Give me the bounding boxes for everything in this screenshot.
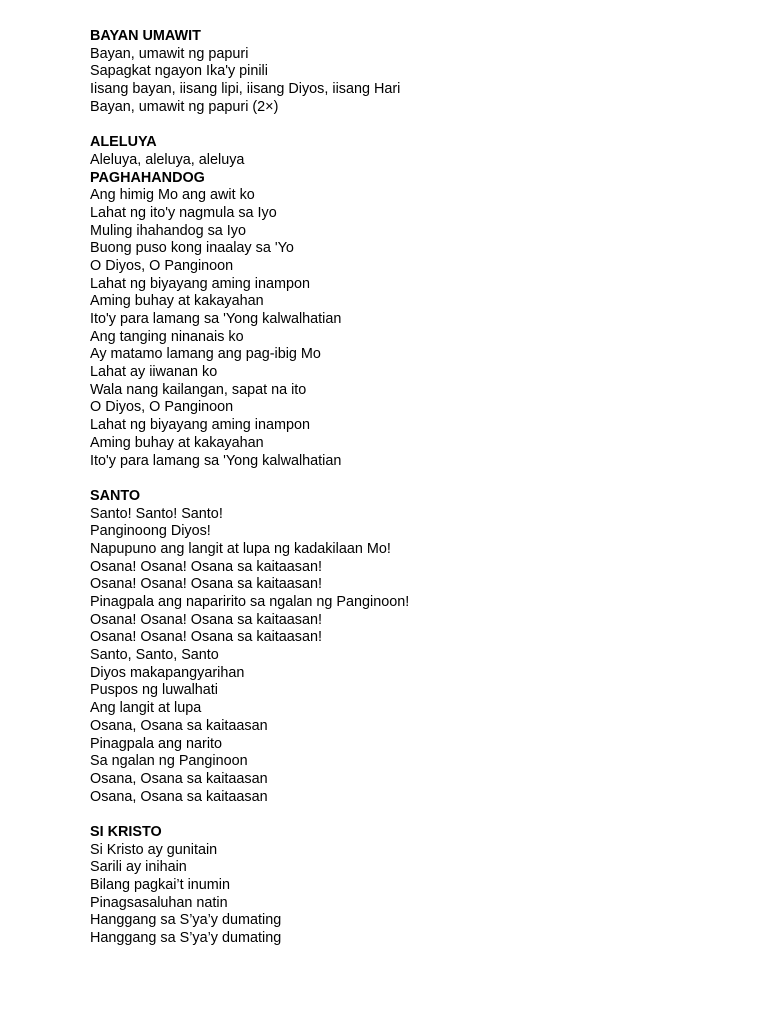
lyric-line: Napupuno ang langit at lupa ng kadakilaan Mo! xyxy=(90,540,391,557)
lyric-line: Diyos makapangyarihan xyxy=(90,664,245,681)
lyric-line: Osana! Osana! Osana sa kaitaasan! xyxy=(90,558,322,575)
lyric-line: O Diyos, O Panginoon xyxy=(90,399,234,416)
section-paghahandog xyxy=(90,170,730,471)
section-title: PAGHAHANDOG xyxy=(90,169,205,186)
lyric-line: Aleluya, aleluya, aleluya xyxy=(90,151,245,168)
lyric-line: Osana, Osana sa kaitaasan xyxy=(90,717,268,734)
lyric-line: Osana, Osana sa kaitaasan xyxy=(90,788,268,805)
lyric-line: Hanggang sa S’ya’y dumating xyxy=(90,930,282,947)
lyric-line: Lahat ng ito'y nagmula sa Iyo xyxy=(90,204,277,221)
lyric-line: Pinagpala ang naparirito sa ngalan ng Panginoon! xyxy=(90,594,410,610)
lyric-line: Osana! Osana! Osana sa kaitaasan! xyxy=(90,629,322,646)
lyric-line: Sa ngalan ng Panginoon xyxy=(90,753,248,770)
lyric-line: Osana, Osana sa kaitaasan xyxy=(90,770,268,787)
lyric-line: Ang himig Mo ang awit ko xyxy=(90,187,255,204)
section-bayan-umawit xyxy=(90,28,730,116)
lyric-line: Ang langit at lupa xyxy=(90,700,202,717)
lyric-line: Bayan, umawit ng papuri (2×) xyxy=(90,98,279,115)
lyric-line: Aming buhay at kakayahan xyxy=(90,293,264,310)
lyric-line: Ay matamo lamang ang pag-ibig Mo xyxy=(90,346,321,363)
section-title: SANTO xyxy=(90,487,141,504)
lyric-line: Lahat ng biyayang aming inampon xyxy=(90,417,311,434)
lyric-line: Ito'y para lamang sa 'Yong kalwalhatian xyxy=(90,452,342,469)
lyric-line: Buong puso kong inaalay sa 'Yo xyxy=(90,240,294,257)
lyric-line: Panginoong Diyos! xyxy=(90,523,211,540)
lyric-line: Lahat ay iiwanan ko xyxy=(90,364,218,381)
lyric-line: Aming buhay at kakayahan xyxy=(90,434,264,451)
document-page xyxy=(90,28,730,948)
lyric-line: Sarili ay inihain xyxy=(90,859,187,876)
lyric-line: Bilang pagkai’t inumin xyxy=(90,877,230,893)
lyric-line: Sapagkat ngayon Ika'y pinili xyxy=(90,63,268,80)
lyric-line: Ito'y para lamang sa 'Yong kalwalhatian xyxy=(90,311,342,327)
lyric-line: Santo, Santo, Santo xyxy=(90,647,219,664)
lyric-line: Si Kristo ay gunitain xyxy=(90,841,218,858)
section-santo xyxy=(90,488,730,806)
lyric-line: Puspos ng luwalhati xyxy=(90,682,218,699)
lyric-line: Pinagsasaluhan natin xyxy=(90,894,228,911)
lyric-line: Bayan, umawit ng papuri xyxy=(90,45,249,62)
section-si-kristo xyxy=(90,824,730,948)
lyric-line: Muling ihahandog sa Iyo xyxy=(90,222,247,239)
lyric-line: Wala nang kailangan, sapat na ito xyxy=(90,381,307,398)
lyric-line: Osana! Osana! Osana sa kaitaasan! xyxy=(90,576,322,593)
lyric-line: Ang tanging ninanais ko xyxy=(90,328,244,345)
lyric-line: Santo! Santo! Santo! xyxy=(90,505,223,522)
section-aleluya xyxy=(90,134,730,169)
section-title: SI KRISTO xyxy=(90,823,162,840)
lyric-line: Hanggang sa S’ya’y dumating xyxy=(90,912,282,929)
lyric-line: Iisang bayan, iisang lipi, iisang Diyos, iisang Hari xyxy=(90,81,401,98)
lyric-line: Lahat ng biyayang aming inampon xyxy=(90,275,311,292)
section-title: ALELUYA xyxy=(90,134,157,151)
lyric-line: Osana! Osana! Osana sa kaitaasan! xyxy=(90,611,322,628)
section-title: BAYAN UMAWIT xyxy=(90,28,201,44)
lyric-line: Pinagpala ang narito xyxy=(90,735,223,752)
lyric-line: O Diyos, O Panginoon xyxy=(90,257,234,274)
